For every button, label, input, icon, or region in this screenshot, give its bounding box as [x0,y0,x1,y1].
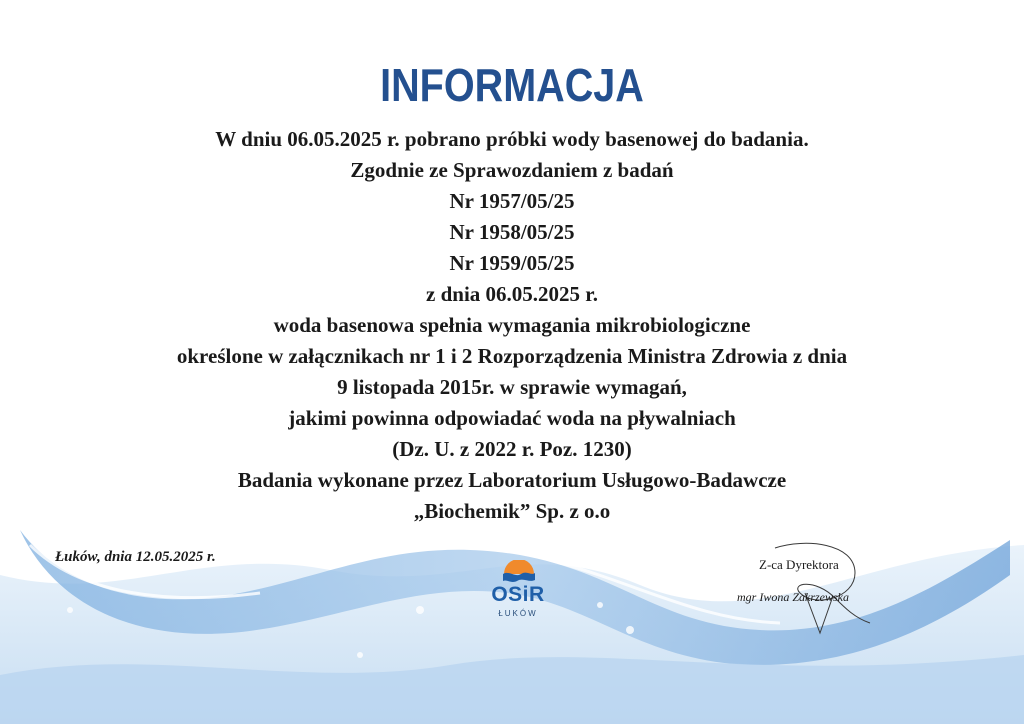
body-line: określone w załącznikach nr 1 i 2 Rozporządzenia Ministra Zdrowia z dnia [176,344,848,368]
body-line: Nr 1959/05/25 [449,251,575,275]
body-line: Badania wykonane przez Laboratorium Usługowo-Badawcze [237,468,787,492]
document-title: INFORMACJA [380,59,644,111]
body-line: W dniu 06.05.2025 r. pobrano próbki wody basenowej do badania. [215,127,809,151]
place-and-date: Łuków, dnia 12.05.2025 r. [55,549,216,565]
logo-text: OSiR [491,583,545,606]
osir-logo [483,560,553,630]
body-line: (Dz. U. z 2022 r. Poz. 1230) [392,437,632,461]
body-line: „Biochemik” Sp. z o.o [413,499,611,523]
signature-title: Z-ca Dyrektora [759,557,839,572]
signature-scribble [745,538,895,638]
signature-name: mgr Iwona Zakrzewska [737,590,850,604]
body-line: Nr 1957/05/25 [449,189,575,213]
body-line: 9 listopada 2015r. w sprawie wymagań, [337,375,687,399]
body-line: Nr 1958/05/25 [449,220,575,244]
logo-subtitle: ŁUKÓW [498,609,538,618]
osir-sun-wave-icon [501,560,537,584]
body-line: woda basenowa spełnia wymagania mikrobiologiczne [273,313,751,337]
document-body [60,124,964,527]
body-line: z dnia 06.05.2025 r. [426,282,598,306]
body-line: Zgodnie ze Sprawozdaniem z badań [350,158,674,182]
body-line: jakimi powinna odpowiadać woda na pływalniach [288,406,736,430]
